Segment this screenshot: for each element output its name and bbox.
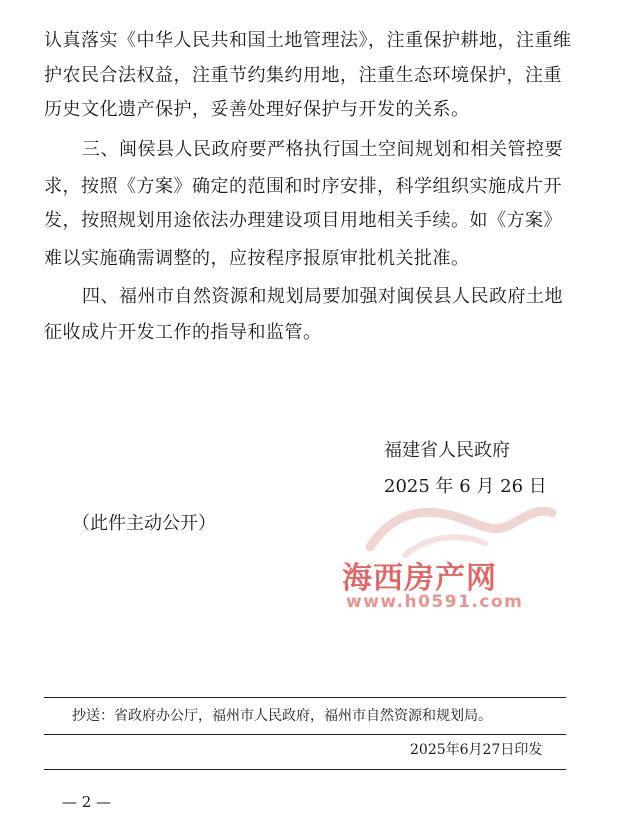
- disclosure-note: （此件主动公开）: [72, 513, 216, 534]
- watermark-url: www.h0591.com: [346, 592, 524, 612]
- body-line-3: 历史文化遗产保护，妥善处理好保护与开发的关系。: [44, 99, 470, 120]
- body-line-1: 认真落实《中华人民共和国土地管理法》，注重保护耕地，注重维: [44, 30, 572, 51]
- body-line-4: 三、闽侯县人民政府要严格执行国土空间规划和相关管控要: [82, 139, 563, 160]
- body-line-5: 求，按照《方案》确定的范围和时序安排，科学组织实施成片开: [44, 176, 562, 197]
- body-line-6: 发，按照规划用途依法办理建设项目用地相关手续。如《方案》: [44, 210, 562, 231]
- body-line-7: 难以实施确需调整的，应按程序报原审批机关批准。: [44, 248, 470, 269]
- cc-list: 抄送：省政府办公厅，福州市人民政府，福州市自然资源和规划局。: [72, 708, 492, 724]
- page-number: — 2 —: [62, 793, 112, 811]
- issue-date: 2025 年 6 月 26 日: [384, 476, 547, 497]
- body-line-2: 护农民合法权益，注重节约集约用地，注重生态环境保护，注重: [44, 65, 562, 86]
- print-date: 2025年6月27日印发: [410, 742, 543, 758]
- body-line-9: 征收成片开发工作的指导和监管。: [44, 322, 322, 343]
- watermark-name: 海西房产网: [342, 561, 497, 596]
- cc-top-rule: [44, 697, 566, 698]
- body-line-8: 四、福州市自然资源和规划局要加强对闽侯县人民政府土地: [82, 286, 563, 307]
- cc-bottom-rule: [44, 769, 566, 770]
- cc-middle-rule: [44, 734, 566, 735]
- issuer-name: 福建省人民政府: [384, 440, 510, 461]
